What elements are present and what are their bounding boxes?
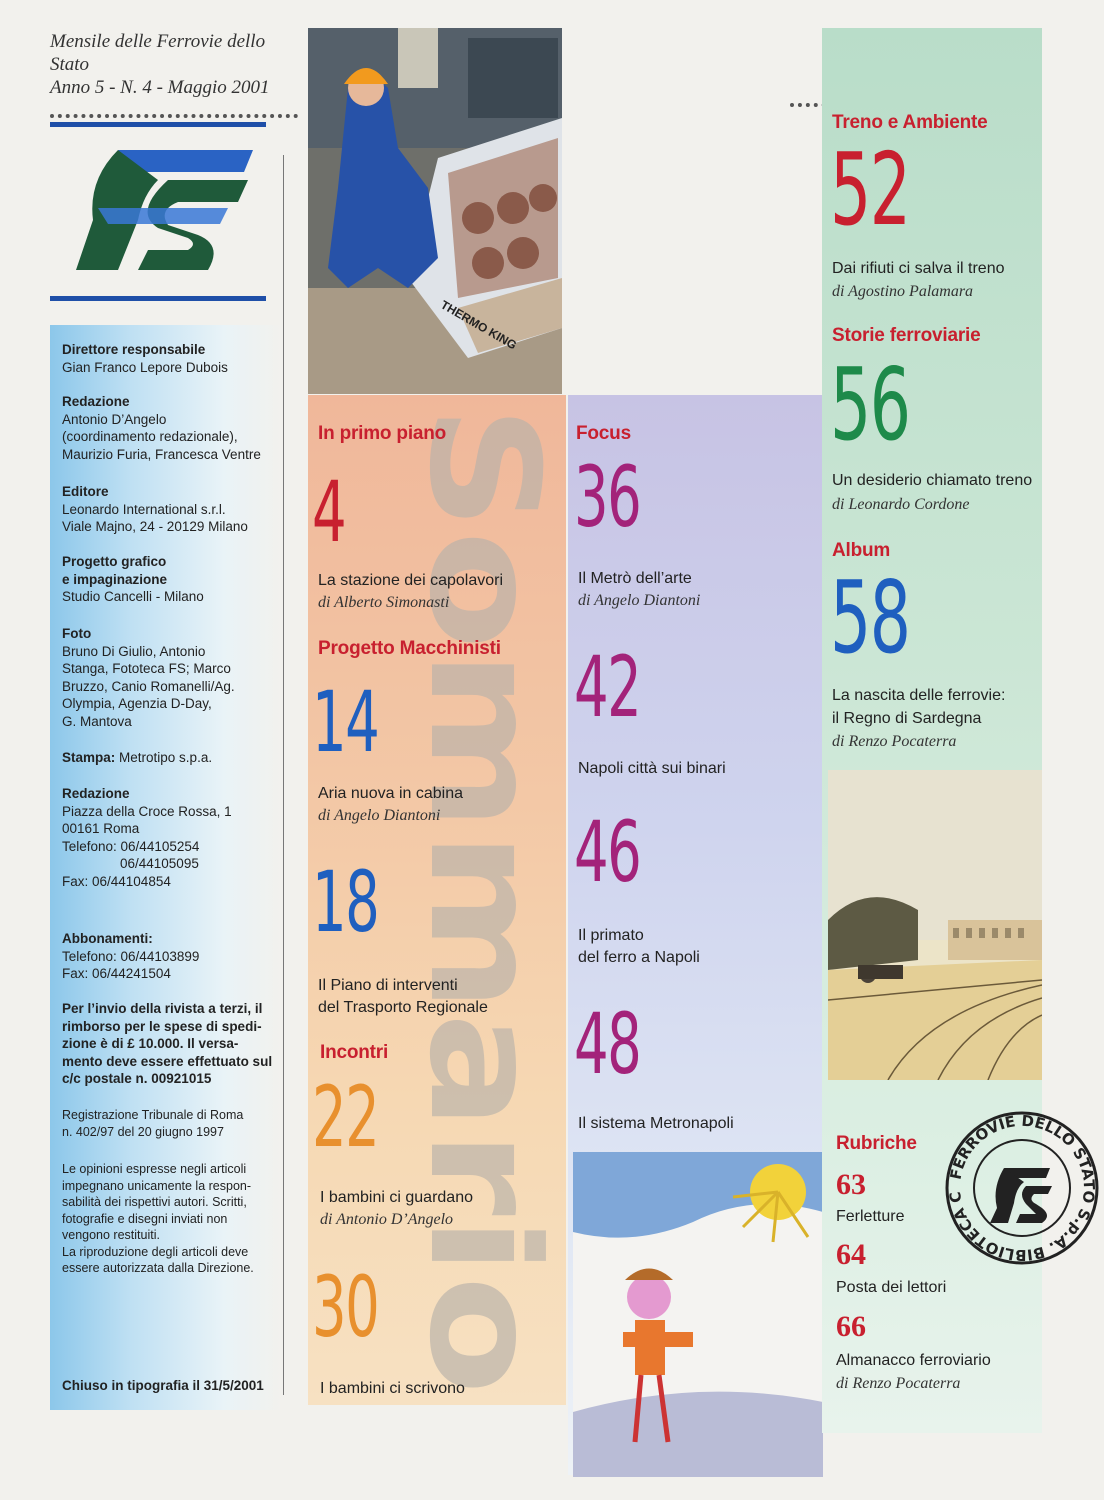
page-num-63[interactable]: 63 bbox=[836, 1168, 866, 1201]
article-56-title[interactable]: Un desiderio chiamato treno bbox=[832, 472, 1033, 489]
article-42-title[interactable]: Napoli città sui binari bbox=[578, 760, 726, 777]
article-56-author: di Leonardo Cordone bbox=[832, 496, 970, 513]
credits-invio: Per l’invio della rivista a terzi, il rimborso per le spese di spedi- zione è di £ 10.000. Il versa- mento deve essere effettuato sul c/c postale n. 00921015 bbox=[62, 1001, 273, 1086]
masthead bbox=[50, 30, 300, 99]
article-22-author: di Antonio D’Angelo bbox=[320, 1211, 454, 1228]
masthead-line2: Anno 5 - N. 4 - Maggio 2001 bbox=[50, 77, 270, 98]
credits-stampa: Stampa: Metrotipo s.p.a. bbox=[62, 750, 213, 765]
sommario-title bbox=[412, 405, 552, 1405]
page-num-58[interactable]: 58 bbox=[830, 559, 910, 676]
credits-progetto: Progetto grafico e impaginazione Studio Cancelli - Milano bbox=[62, 554, 204, 604]
credits-abbonamenti: Abbonamenti: Telefono: 06/44103899 Fax: 06/44241504 bbox=[62, 931, 200, 981]
heading-rubriche: Rubriche bbox=[836, 1133, 917, 1154]
svg-text:Sommario: Sommario bbox=[412, 405, 552, 1259]
stamp-text: FERROVIE DELLO STATO S.p.A. BIBLIOTECA C bbox=[945, 1111, 1099, 1265]
credits-foto: Foto Bruno Di Giulio, Antonio Stanga, Fototeca FS; Marco Bruzzo, Canio Romanelli/Ag. Olympia, Agenzia D-Day, G. Mantova bbox=[62, 626, 235, 729]
article-22-title[interactable]: I bambini ci guardano bbox=[320, 1189, 473, 1206]
child-drawing bbox=[573, 1152, 823, 1477]
page-num-66[interactable]: 66 bbox=[836, 1310, 866, 1343]
article-52-title[interactable]: Dai rifiuti ci salva il treno bbox=[832, 260, 1005, 277]
page-num-52[interactable]: 52 bbox=[830, 131, 910, 248]
heading-incontri: Incontri bbox=[320, 1042, 389, 1063]
article-36-title[interactable]: Il Metrò dell’arte bbox=[578, 570, 692, 587]
heading-progetto-macchinisti: Progetto Macchinisti bbox=[318, 638, 501, 659]
credits-box bbox=[50, 325, 282, 1410]
article-48-title[interactable]: Il sistema Metronapoli bbox=[578, 1115, 734, 1132]
article-4-author: di Alberto Simonasti bbox=[318, 594, 450, 611]
page-num-4[interactable]: 4 bbox=[312, 463, 346, 561]
dotted-rule-left bbox=[50, 114, 298, 118]
masthead-line1: Mensile delle Ferrovie dello Stato bbox=[50, 31, 266, 75]
rubrica-64-title[interactable]: Posta dei lettori bbox=[836, 1279, 947, 1296]
article-18-title-2[interactable]: del Trasporto Regionale bbox=[318, 999, 488, 1016]
article-18-title-1[interactable]: Il Piano di interventi bbox=[318, 977, 458, 994]
article-14-author: di Angelo Diantoni bbox=[318, 807, 441, 824]
heading-album: Album bbox=[832, 540, 891, 561]
article-4-title[interactable]: La stazione dei capolavori bbox=[318, 572, 504, 589]
credits-redazione: Redazione Antonio D’Angelo (coordinamento redazionale), Maurizio Furia, Francesca Ventre bbox=[62, 394, 261, 462]
article-46-title-2[interactable]: del ferro a Napoli bbox=[578, 949, 700, 966]
rubrica-66-author: di Renzo Pocaterra bbox=[836, 1375, 961, 1392]
heading-focus: Focus bbox=[576, 423, 631, 444]
page-num-48[interactable]: 48 bbox=[574, 995, 641, 1093]
article-58-title-2[interactable]: il Regno di Sardegna bbox=[832, 710, 982, 727]
rubrica-63-title[interactable]: Ferletture bbox=[836, 1208, 905, 1225]
credits-direttore: Direttore responsabile Gian Franco Lepore Dubois bbox=[62, 342, 228, 375]
station-painting bbox=[828, 770, 1042, 1080]
page-num-18[interactable]: 18 bbox=[312, 853, 379, 951]
page-num-64[interactable]: 64 bbox=[836, 1238, 866, 1271]
rubrica-66-title[interactable]: Almanacco ferroviario bbox=[836, 1352, 991, 1369]
page-num-42[interactable]: 42 bbox=[574, 638, 641, 736]
article-58-title-1[interactable]: La nascita delle ferrovie: bbox=[832, 687, 1006, 704]
page-num-46[interactable]: 46 bbox=[574, 803, 641, 901]
credits-redazione-address: Redazione Piazza della Croce Rossa, 1 00161 Roma Telefono: 06/44105254 06/44105095 Fax: 06/44104854 bbox=[62, 786, 232, 889]
credits-chiuso: Chiuso in tipografia il 31/5/2001 bbox=[62, 1378, 264, 1393]
heading-storie-ferroviarie: Storie ferroviarie bbox=[832, 325, 981, 346]
credits-opinioni: Le opinioni espresse negli articoli impegnano unicamente la respon- sabilità dei rispettivi autori. Scritti, fotografie e disegni inviati non vengono restituiti. La riproduzione degli articoli deve essere autorizzata dalla Direzione. bbox=[62, 1162, 254, 1275]
library-stamp bbox=[942, 1098, 1102, 1278]
article-14-title[interactable]: Aria nuova in cabina bbox=[318, 785, 463, 802]
page-num-14[interactable]: 14 bbox=[312, 673, 379, 771]
heading-in-primo-piano: In primo piano bbox=[318, 423, 447, 444]
page-num-30[interactable]: 30 bbox=[312, 1258, 379, 1356]
fs-logo bbox=[48, 120, 268, 305]
credits-registrazione: Registrazione Tribunale di Roma n. 402/97 del 20 giugno 1997 bbox=[62, 1108, 244, 1139]
cover-photo bbox=[308, 28, 562, 394]
thermo-king-label: THERMO KING bbox=[438, 297, 520, 353]
page-num-56[interactable]: 56 bbox=[830, 346, 910, 463]
article-46-title-1[interactable]: Il primato bbox=[578, 927, 644, 944]
page-num-22[interactable]: 22 bbox=[312, 1068, 379, 1166]
credits-editore: Editore Leonardo International s.r.l. Viale Majno, 24 - 20129 Milano bbox=[62, 484, 248, 534]
page-num-36[interactable]: 36 bbox=[574, 448, 641, 546]
heading-treno-ambiente: Treno e Ambiente bbox=[832, 112, 988, 133]
article-30-title[interactable]: I bambini ci scrivono bbox=[320, 1380, 465, 1397]
article-36-author: di Angelo Diantoni bbox=[578, 592, 701, 609]
column-divider bbox=[283, 155, 284, 1395]
article-52-author: di Agostino Palamara bbox=[832, 283, 974, 300]
article-58-author: di Renzo Pocaterra bbox=[832, 733, 957, 750]
